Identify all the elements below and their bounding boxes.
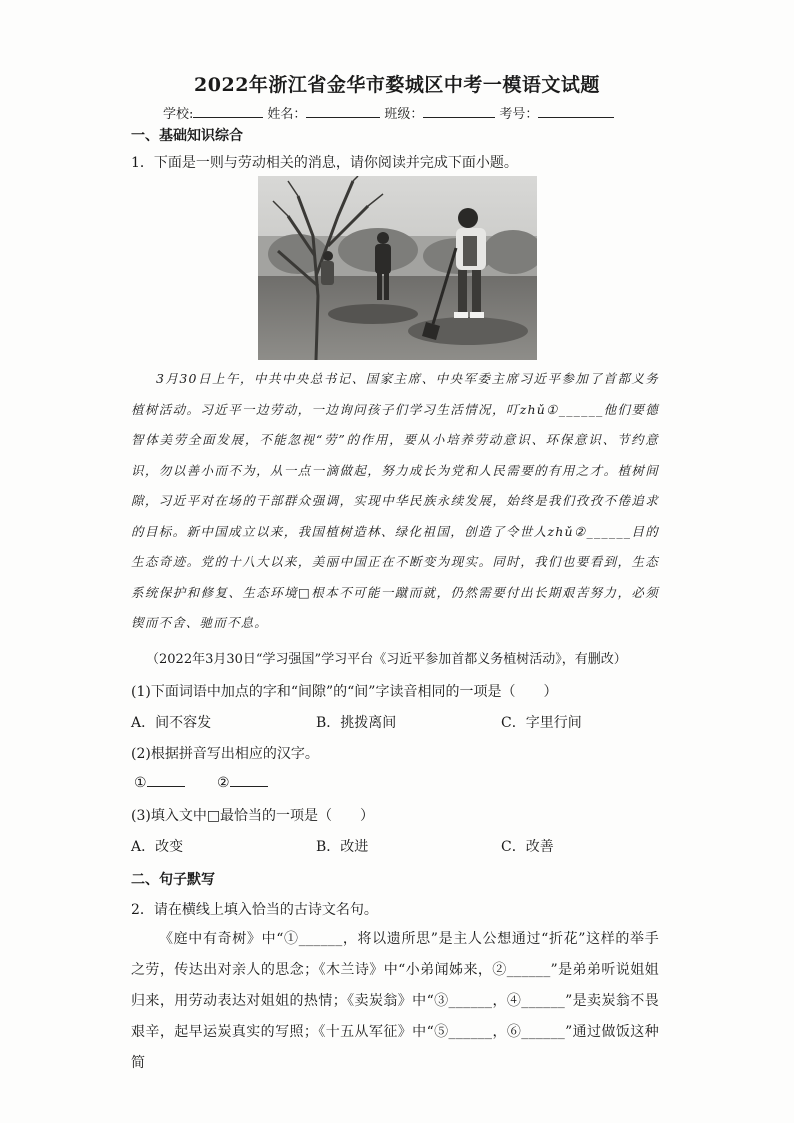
blank-2-line[interactable] (230, 774, 268, 787)
exam-no-field[interactable] (538, 105, 614, 118)
sub1-option-a[interactable]: A．间不容发 (131, 715, 212, 731)
sub-question-3-stem: (3)填入文中□最恰当的一项是（ ） (131, 808, 375, 824)
section-heading-2: 二、句子默写 (131, 872, 215, 888)
sub3-option-a[interactable]: A．改变 (131, 839, 184, 855)
question-1-stem: 1．下面是一则与劳动相关的消息，请你阅读并完成下面小题。 (131, 155, 518, 171)
news-passage (131, 364, 659, 639)
poetry-text: 《庭中有奇树》中“①______，将以遗所思”是主人公想通过“折花”这样的举手之劳，传达出对亲人的思念；《木兰诗》中“小弟闻姊来，②______”是弟弟听说姐姐归来，用劳动表达对姐姐的热情；《卖炭翁》中“③______，④______”是卖炭翁不畏艰辛，起早运炭真实的写照；《十五从军征》中“⑤______，⑥______”通过做饭这种简 (131, 931, 659, 1071)
page-title: 2022年浙江省金华市婺城区中考一模语文试题 (194, 74, 600, 96)
tree-planting-photo (258, 176, 537, 360)
school-field[interactable] (193, 105, 263, 118)
sub2-blank-2[interactable] (217, 774, 268, 791)
poetry-passage (131, 924, 659, 1079)
question-2-stem: 2．请在横线上填入恰当的古诗文名句。 (131, 902, 378, 918)
blank-2-number: ② (217, 775, 230, 791)
news-text: 3月30日上午，中共中央总书记、国家主席、中央军委主席习近平参加了首都义务植树活动。习近平一边劳动，一边询问孩子们学习生活情况，叮zhǔ①______他们要德智体美劳全面发展，不能忽视“劳”的作用，要从小培养劳动意识、环保意识、节约意识，勿以善小而不为，从一点一滴做起，努力成长为党和人民需要的有用之才。植树间隙，习近平对在场的干部群众强调，实现中华民族永续发展，始终是我们孜孜不倦追求的目标。新中国成立以来，我国植树造林、绿化祖国，创造了令世人zhǔ②______目的生态奇迹。党的十八大以来，美丽中国正在不断变为现实。同时，我们也要看到，生态系统保护和修复、生态环境□根本不可能一蹴而就，仍然需要付出长期艰苦努力，必须锲而不舍、驰而不息。 (131, 371, 659, 630)
sub3-option-b[interactable]: B．改进 (316, 839, 369, 855)
sub2-blank-1[interactable] (134, 774, 185, 791)
sub-question-2-stem: (2)根据拼音写出相应的汉字。 (131, 746, 319, 762)
name-label: 姓名： (267, 107, 307, 122)
sub1-option-b[interactable]: B．挑拨离间 (316, 715, 397, 731)
photo-illustration (258, 176, 537, 360)
student-info-line (163, 103, 618, 122)
school-label: 学校: (163, 107, 194, 122)
blank-1-line[interactable] (147, 774, 185, 787)
sub1-option-c[interactable]: C．字里行间 (501, 715, 582, 731)
sub-question-1-stem: (1)下面词语中加点的字和“间隙”的“间”字读音相同的一项是（ ） (131, 684, 558, 700)
section-heading-1: 一、基础知识综合 (131, 128, 243, 144)
sub3-option-c[interactable]: C．改善 (501, 839, 554, 855)
class-field[interactable] (423, 105, 495, 118)
name-field[interactable] (306, 105, 380, 118)
news-source: （2022年3月30日“学习强国”学习平台《习近平参加首都义务植树活动》，有删改） (146, 652, 627, 667)
class-label: 班级： (384, 107, 424, 122)
exam-no-label: 考号： (499, 107, 539, 122)
blank-1-number: ① (134, 775, 147, 791)
